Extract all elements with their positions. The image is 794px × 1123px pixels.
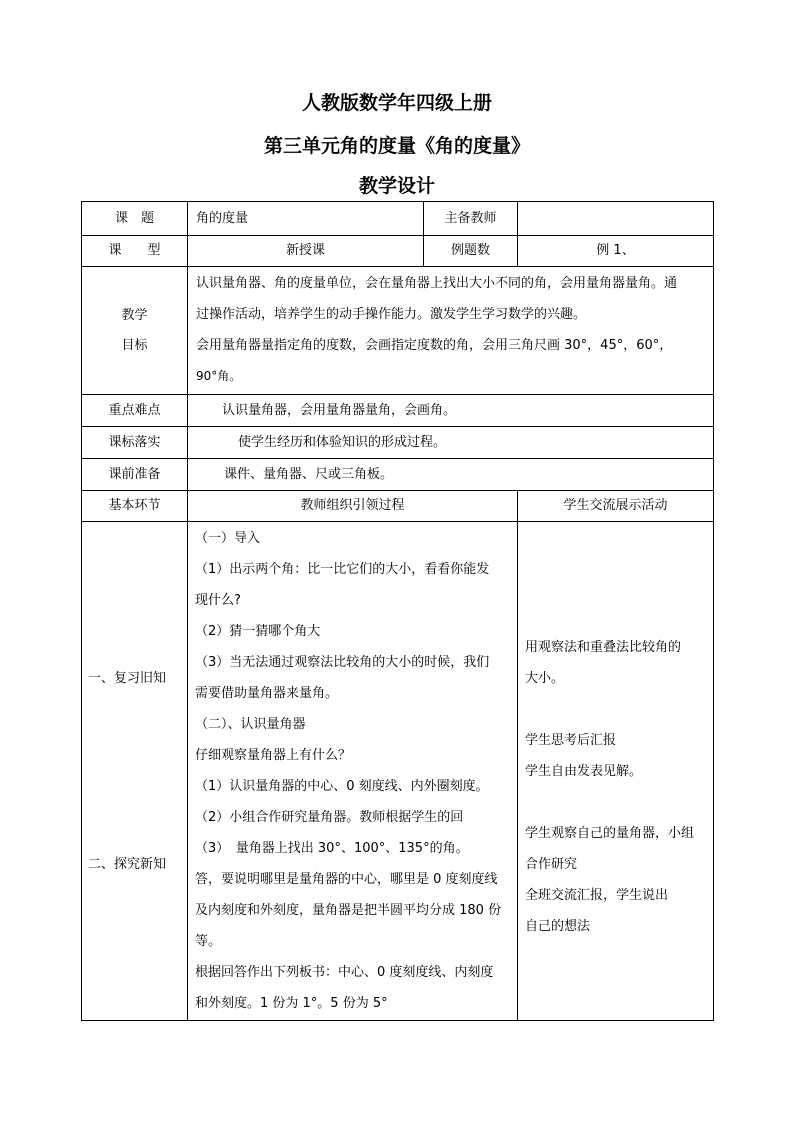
row-preparation xyxy=(82,459,714,491)
row-process-header xyxy=(82,491,714,522)
teacher-process-cell xyxy=(188,522,518,1021)
teacher-line: 需要借助量角器来量角。 xyxy=(195,686,339,701)
teacher-line: 及内刻度和外刻度，量角器是把半圆平均分成 180 份 xyxy=(195,903,502,918)
student-line: 大小。 xyxy=(525,670,565,686)
teacher-line: 仔细观察量角器上有什么？ xyxy=(195,748,352,763)
row-type xyxy=(82,236,714,267)
goals-label xyxy=(82,267,188,395)
teacher-line: （2）猜一猜哪个角大 xyxy=(195,624,321,639)
title-line-2: 第三单元角的度量《角的度量》 xyxy=(263,135,530,157)
student-line: 学生观察自己的量角器，小组 xyxy=(525,825,695,841)
student-line: 学生自由发表见解。 xyxy=(525,763,643,779)
student-line: 自己的想法 xyxy=(525,918,591,934)
teacher-line: 现什么? xyxy=(195,593,241,608)
lesson-plan-table xyxy=(81,201,714,1021)
col2-header: 教师组织引领过程 xyxy=(188,491,518,522)
teacher-line: （1）认识量角器的中心、0 刻度线、内外圈刻度。 xyxy=(195,779,489,794)
prep-value: 课件、量角器、尺或三角板。 xyxy=(188,459,714,491)
row-key-points xyxy=(82,395,714,427)
teacher-line: 答，要说明哪里是量角器的中心，哪里是 0 度刻度线 xyxy=(195,872,498,887)
goal-line: 会用量角器量指定角的度数，会画指定度数的角，会用三角尺画 30°，45°，60°， xyxy=(196,338,673,353)
teacher-line: （二）、认识量角器 xyxy=(195,717,306,732)
goals-content xyxy=(188,267,714,395)
teacher-line: 和外刻度。1 份为 1°。5 份为 5° xyxy=(195,996,388,1011)
example-value: 例 1、 xyxy=(518,236,714,267)
teacher-line: 等。 xyxy=(195,934,222,949)
row-topic xyxy=(82,202,714,236)
student-activity-cell xyxy=(518,522,714,1021)
goals-label-line1: 教学 xyxy=(121,307,148,323)
row-goals xyxy=(82,267,714,395)
col1-header: 基本环节 xyxy=(82,491,188,522)
stage-1: 一、复习旧知 xyxy=(88,670,167,686)
title-line-3: 教学设计 xyxy=(358,175,435,197)
topic-label: 课 题 xyxy=(82,202,188,236)
row-standards xyxy=(82,427,714,459)
teacher-line: （1）出示两个角：比一比它们的大小，看看你能发 xyxy=(195,562,490,577)
teacher-line: （2）小组合作研究量角器。教师根据学生的回 xyxy=(195,810,464,825)
goals-label-line2: 目标 xyxy=(121,337,148,353)
student-line: 用观察法和重叠法比较角的 xyxy=(525,639,682,655)
stage-2: 二、探究新知 xyxy=(88,856,167,872)
teacher-label: 主备教师 xyxy=(424,202,518,236)
goal-line: 90°角。 xyxy=(196,369,242,383)
goal-line: 过操作活动，培养学生的动手操作能力。激发学生学习数学的兴趣。 xyxy=(196,307,587,322)
example-label: 例题数 xyxy=(424,236,518,267)
title-line-1: 人教版数学年四级上册 xyxy=(301,92,492,114)
col3-header: 学生交流展示活动 xyxy=(518,491,714,522)
prep-label: 课前准备 xyxy=(82,459,188,491)
teacher-line: （一）导入 xyxy=(195,531,261,546)
type-value: 新授课 xyxy=(188,236,424,267)
teacher-line: （3） 量角器上找出 30°、100°、135°的角。 xyxy=(195,841,469,856)
goal-line: 认识量角器、角的度量单位，会在量角器上找出大小不同的角，会用量角器量角。通 xyxy=(196,276,678,291)
teacher-line: （3）当无法通过观察法比较角的大小的时候，我们 xyxy=(195,655,490,670)
type-label: 课 型 xyxy=(82,236,188,267)
teacher-value xyxy=(518,202,714,236)
teacher-line: 根据回答作出下列板书：中心、0 度刻度线、内刻度 xyxy=(195,965,494,980)
student-line: 学生思考后汇报 xyxy=(525,732,617,748)
stages-cell xyxy=(82,522,188,1021)
key-label: 重点难点 xyxy=(82,395,188,427)
student-line: 合作研究 xyxy=(525,856,578,872)
std-value: 使学生经历和体验知识的形成过程。 xyxy=(188,427,714,459)
student-line: 全班交流汇报，学生说出 xyxy=(525,887,669,903)
row-process-body xyxy=(82,522,714,1021)
topic-value: 角的度量 xyxy=(188,202,424,236)
std-label: 课标落实 xyxy=(82,427,188,459)
key-value: 认识量角器，会用量角器量角，会画角。 xyxy=(188,395,714,427)
